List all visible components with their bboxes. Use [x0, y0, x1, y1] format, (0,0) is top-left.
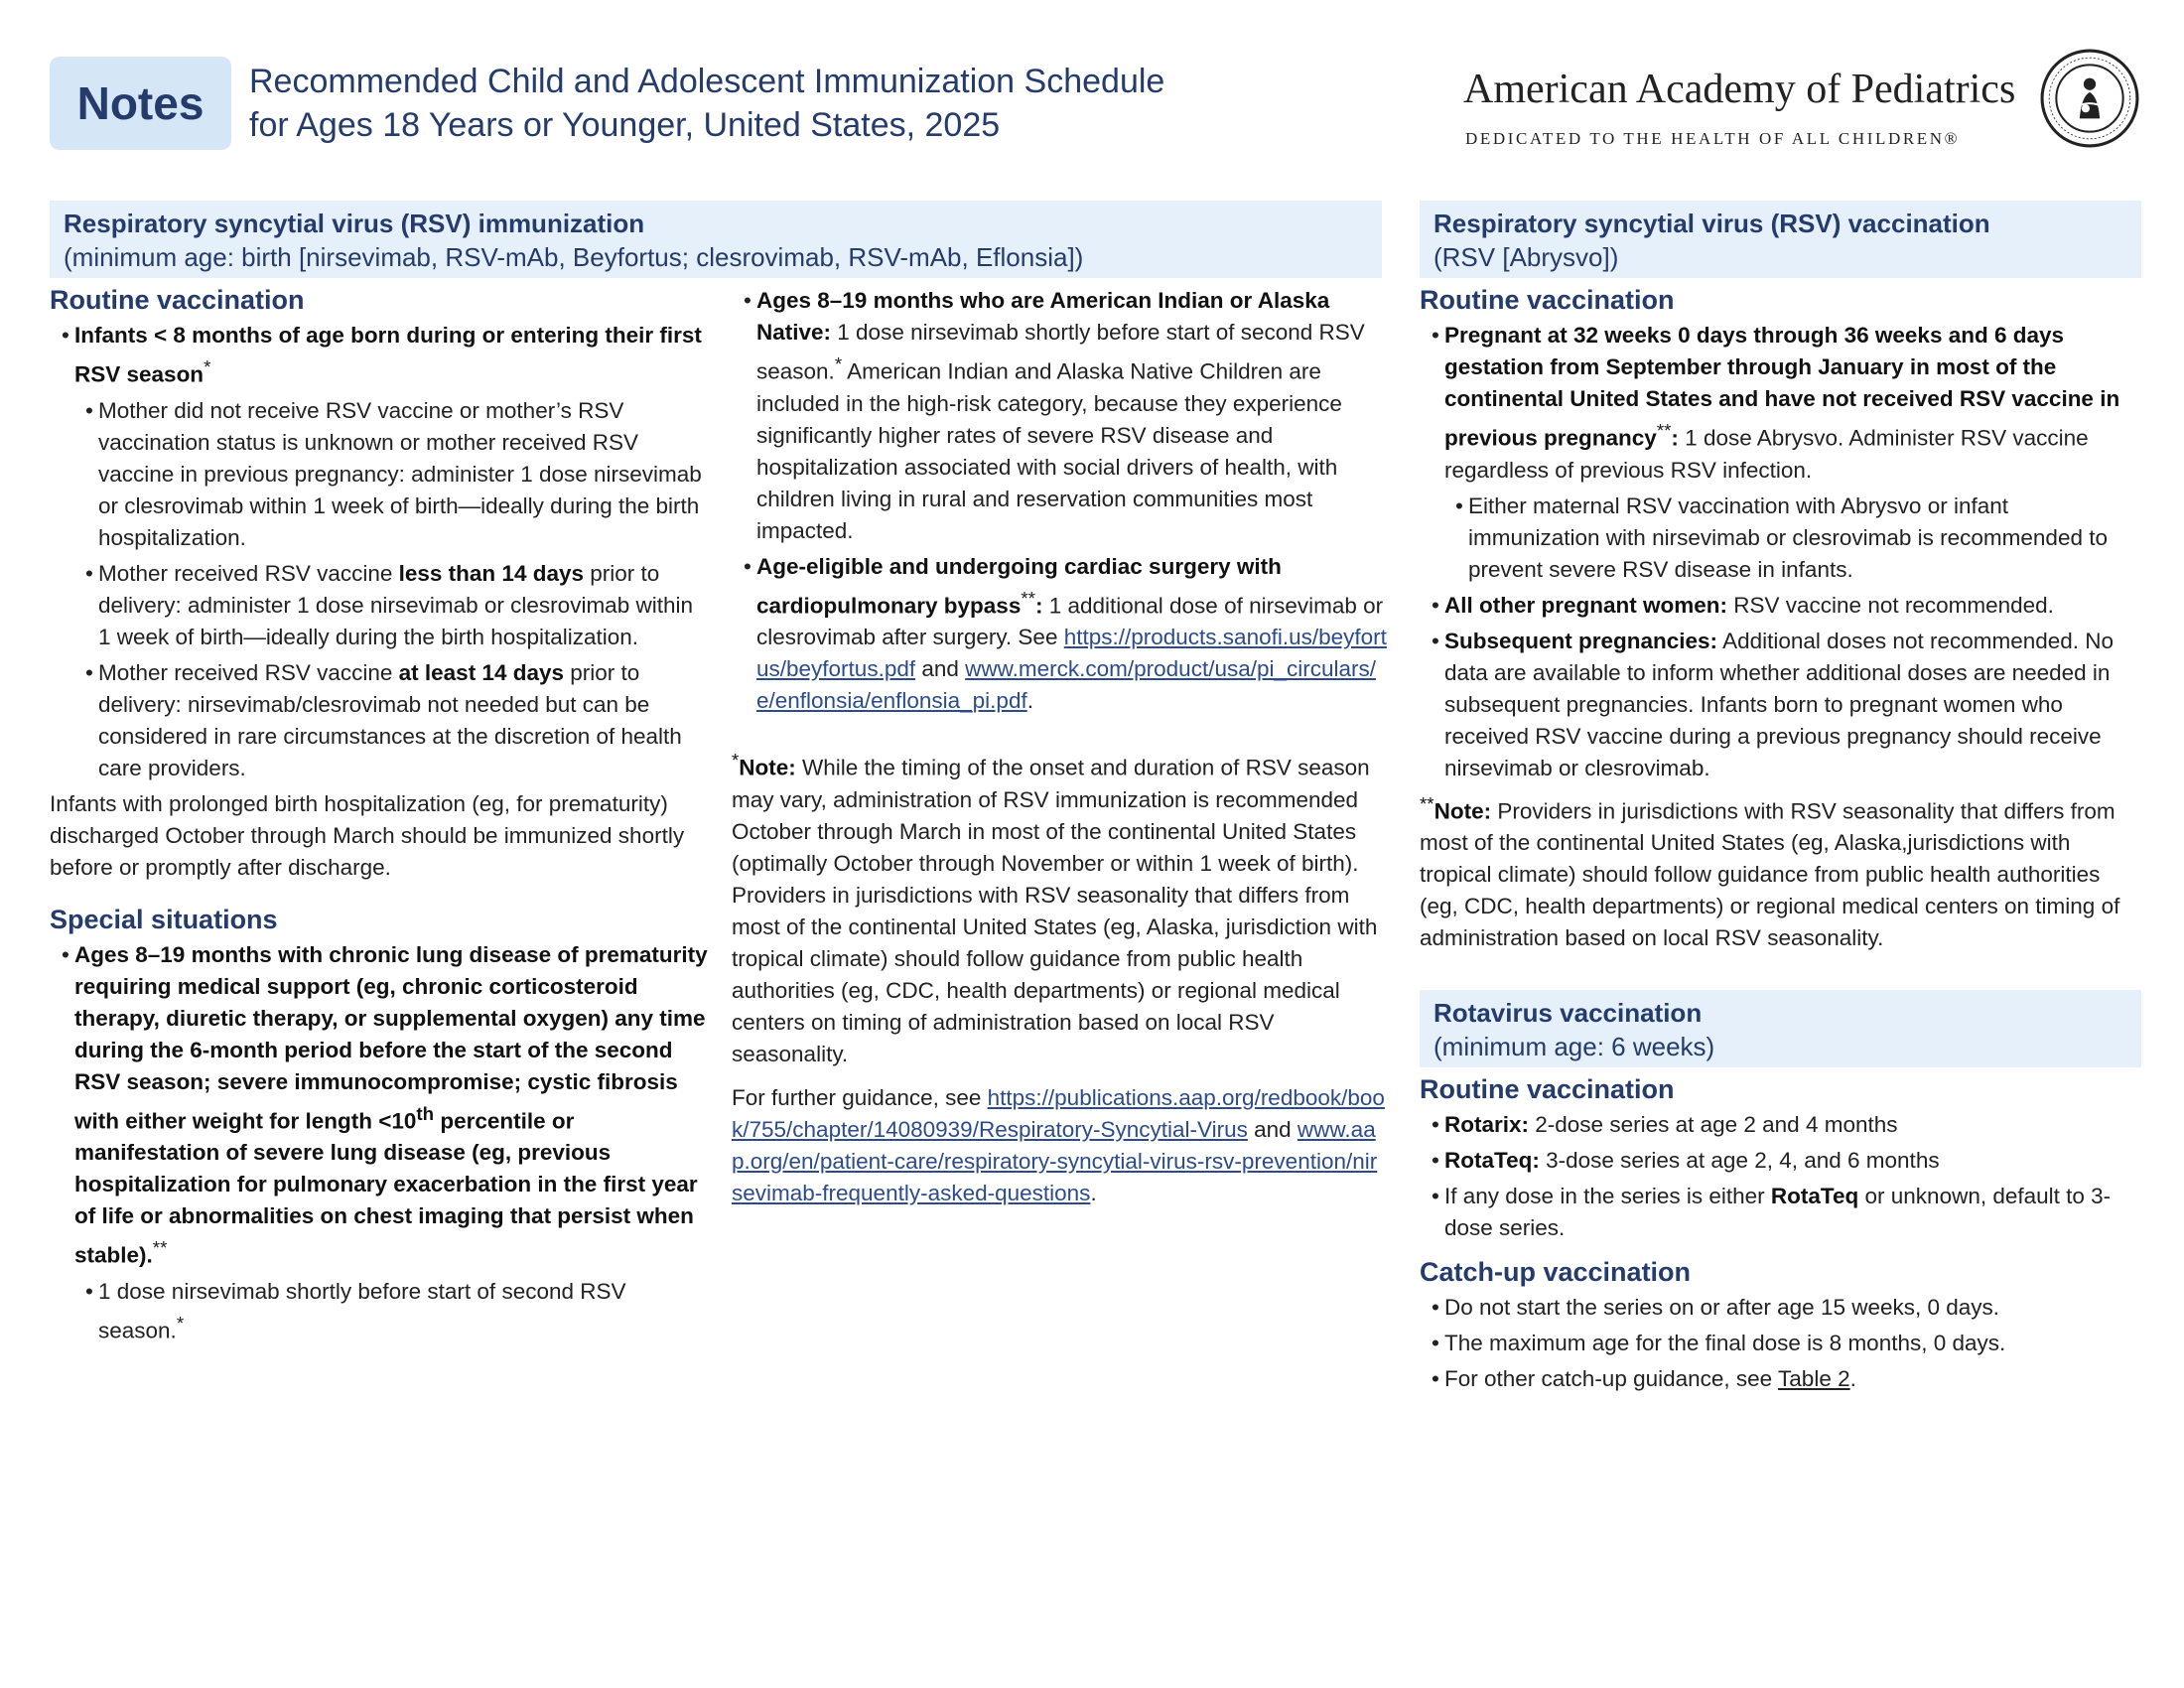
- bold-text: Infants < 8 months of age born during or entering their first RSV season: [74, 323, 702, 387]
- rsv-vaccination-header: [1420, 201, 2141, 278]
- org-name: American Academy of Pediatrics: [1463, 67, 2016, 112]
- footnote-mark: **: [152, 1237, 168, 1258]
- section-subtitle: (minimum age: 6 weeks): [1433, 1032, 1715, 1061]
- list-item: [50, 320, 710, 391]
- redbook-link[interactable]: https://publications.aap.org/redbook/book/755/chapter/14080939/Respiratory-Syncytial-Virus: [732, 1084, 1385, 1142]
- bold-text: All other pregnant women:: [1444, 592, 1728, 618]
- list-item: [50, 558, 710, 653]
- item-text: 3-dose series at age 2, 4, and 6 months: [1539, 1148, 1940, 1173]
- item-text: prior to delivery: administer 1 dose nirsevimab or clesrovimab within 1 week of birth—ideally during the birth hospitalization.: [98, 560, 693, 649]
- rotavirus-header: [1420, 990, 2141, 1067]
- item-text: RSV vaccine not recommended.: [1727, 592, 2054, 618]
- item-text: 1 dose Abrysvo. Administer RSV vaccine regardless of previous RSV infection.: [1444, 425, 2089, 483]
- special-situations-heading: Special situations: [50, 904, 278, 934]
- item-text: .: [1849, 1366, 1856, 1391]
- list-item: [1420, 320, 2141, 487]
- list-item: [1420, 1328, 2141, 1359]
- bold-text: less than 14 days: [398, 560, 584, 586]
- item-text: Mother received RSV vaccine: [98, 560, 399, 586]
- further-guidance: [732, 1082, 1387, 1209]
- bold-text: RotaTeq:: [1444, 1148, 1540, 1173]
- item-text: 1 dose nirsevimab shortly before start of second RSV season.: [756, 320, 1365, 384]
- footnote-mark: *: [834, 353, 843, 374]
- item-text: 1 dose nirsevimab shortly before start of second RSV season.: [98, 1278, 626, 1342]
- list-item: [1420, 626, 2141, 784]
- list-item: [1420, 1145, 2141, 1177]
- list-item: [50, 395, 710, 554]
- right-column: [1420, 201, 2141, 1399]
- bold-text: RotaTeq: [1770, 1184, 1859, 1208]
- note-text: While the timing of the onset and duration of RSV season may vary, administration of RSV immunization is recommended October through March in most of the continental United States (optimally October through November or within 1 week of birth). Providers in jurisdictions with RSV seasonality that differs from most of the continental United States (eg, Alaska, jurisdiction with tropical climate) should follow guidance from public health authorities (eg, CDC, health departments) or regional medical centers on timing of administration based on local RSV seasonality.: [732, 755, 1378, 1066]
- list-item: [50, 657, 710, 784]
- list-item: [1420, 1181, 2141, 1244]
- list-item: [50, 939, 710, 1272]
- table-2-link[interactable]: Table 2: [1778, 1366, 1850, 1391]
- list-item: [1420, 1292, 2141, 1324]
- section-title: Rotavirus vaccination: [1433, 998, 1703, 1028]
- footnote-mark: **: [1021, 587, 1035, 609]
- bold-text: :: [1671, 425, 1679, 451]
- item-text: Mother did not receive RSV vaccine or mother’s RSV vaccination status is unknown or mother received RSV vaccine in previous pregnancy: administer 1 dose nirsevimab or clesrovimab within 1 week of birth—ideally during the birth hospitalization.: [98, 397, 702, 550]
- list-item: [1420, 1363, 2141, 1395]
- item-text: Do not start the series on or after age 15 weeks, 0 days.: [1444, 1295, 2000, 1320]
- note-label: Note:: [1433, 798, 1492, 823]
- item-text: and: [915, 656, 966, 681]
- list-item: [732, 551, 1387, 718]
- item-text: For other catch-up guidance, see: [1444, 1366, 1779, 1391]
- list-item: [50, 1276, 710, 1347]
- bold-text: Age-eligible and undergoing cardiac surgery with cardiopulmonary bypass: [756, 553, 1282, 618]
- list-item: [1420, 590, 2141, 622]
- rsv-immunization-header: [50, 201, 1382, 278]
- title-line-2: for Ages 18 Years or Younger, United States, 2025: [249, 106, 1001, 144]
- routine-vaccination-heading: Routine vaccination: [50, 285, 305, 315]
- section-title: Respiratory syncytial virus (RSV) vaccination: [1433, 209, 1990, 238]
- org-tagline: DEDICATED TO THE HEALTH OF ALL CHILDREN®: [1465, 129, 1961, 148]
- list-item: [1420, 491, 2141, 586]
- list-item: [1420, 1109, 2141, 1141]
- footnote-mark: *: [204, 356, 211, 377]
- item-text: Additional doses not recommended. No data are available to inform whether additional doses are needed in subsequent pregnancies. Infants born to pregnant women who received RSV vaccine during a previous pregnancy should receive nirsevimab or clesrovimab.: [1444, 628, 2115, 780]
- item-text: prior to delivery: nirsevimab/clesrovimab not needed but can be considered in rare circumstances at the discretion of health care providers.: [98, 659, 682, 780]
- item-text: For further guidance, see: [732, 1084, 988, 1110]
- bold-text: Rotarix:: [1444, 1112, 1530, 1137]
- rsv-immunization-left-column: [50, 282, 710, 1346]
- bold-text: percentile or manifestation of severe lung disease (eg, previous hospitalization for pulmonary exacerbation in the first year of life or abnormalities on chest imaging that persist when stable).: [74, 1108, 698, 1268]
- title-line-1: Recommended Child and Adolescent Immunization Schedule: [249, 63, 1165, 100]
- aap-faq-link[interactable]: www.aap.org/en/patient-care/respiratory-syncytial-virus-rsv-prevention/nirsevimab-frequently-asked-questions: [732, 1116, 1378, 1205]
- item-text: or unknown, default to 3-dose series.: [1444, 1184, 2112, 1240]
- merck-link[interactable]: www.merck.com/product/usa/pi_circulars/e/enflonsia/enflonsia_pi.pdf: [756, 656, 1377, 713]
- item-text: Mother received RSV vaccine: [98, 659, 399, 685]
- footnote-mark: **: [1420, 792, 1434, 814]
- routine-vaccination-heading: Routine vaccination: [1420, 285, 1675, 315]
- section-title: Respiratory syncytial virus (RSV) immunization: [64, 209, 645, 238]
- bold-text: Ages 8–19 months who are American Indian or Alaska Native:: [756, 288, 1330, 345]
- note-label: Note:: [739, 755, 796, 780]
- section-subtitle: (RSV [Abrysvo]): [1433, 242, 1619, 272]
- item-text: Either maternal RSV vaccination with Abrysvo or infant immunization with nirsevimab or clesrovimab is recommended to prevent severe RSV disease in infants.: [1468, 492, 2108, 582]
- item-text: The maximum age for the final dose is 8 months, 0 days.: [1444, 1331, 2006, 1355]
- rsv-vaccination-note: [1420, 788, 2141, 955]
- bold-text: Subsequent pregnancies:: [1444, 628, 1718, 653]
- footnote-mark: *: [176, 1312, 185, 1334]
- section-subtitle: (minimum age: birth [nirsevimab, RSV-mAb, Beyfortus; clesrovimab, RSV-mAb, Eflonsia]): [64, 242, 1084, 272]
- item-text: .: [1026, 688, 1033, 713]
- sanofi-link[interactable]: https://products.sanofi.us/beyfortus/beyfortus.pdf: [756, 625, 1387, 681]
- item-text: .: [1090, 1180, 1097, 1205]
- bold-text: Pregnant at 32 weeks 0 days through 36 weeks and 6 days gestation from September through January in most of the continental United States and have not received RSV vaccine in previous pregnancy: [1444, 323, 2120, 451]
- item-text: 1 additional dose of nirsevimab or clesrovimab after surgery. See: [756, 593, 1384, 649]
- routine-vaccination-heading: Routine vaccination: [1420, 1074, 1675, 1104]
- prolonged-hospitalization-text: Infants with prolonged birth hospitalization (eg, for prematurity) discharged October through March should be immunized shortly before or promptly after discharge.: [50, 790, 685, 880]
- footnote-mark: *: [732, 750, 740, 771]
- footnote-mark: **: [1656, 420, 1672, 441]
- item-text: American Indian and Alaska Native Children are included in the high-risk category, because they experience significantly higher rates of severe RSV disease and hospitalization associated with social drivers of health, with children living in rural and reservation communities most impacted.: [756, 358, 1342, 543]
- rsv-note: [732, 745, 1387, 1070]
- item-text: and: [1247, 1116, 1297, 1142]
- rsv-immunization-continued: [732, 285, 1387, 1209]
- note-text: Providers in jurisdictions with RSV seasonality that differs from most of the continental United States (eg, Alaska,jurisdictions with tropical climate) should follow guidance from public health authorities (eg, CDC, health departments) or regional medical centers on timing of administration based on local RSV seasonality.: [1420, 798, 2120, 950]
- list-item: [732, 285, 1387, 547]
- page-title: [249, 60, 1164, 147]
- item-text: 2-dose series at age 2 and 4 months: [1529, 1112, 1898, 1137]
- notes-badge: Notes: [50, 57, 231, 150]
- bold-text: Ages 8–19 months with chronic lung disease of prematurity requiring medical support (eg, chronic corticosteroid therapy, diuretic therapy, or supplemental oxygen) any time during the 6-month period before the start of the second RSV season; severe immunocompromise; cystic fibrosis with either weight for length <10: [74, 941, 708, 1133]
- bold-text: at least 14 days: [398, 659, 564, 685]
- catch-up-vaccination-heading: Catch-up vaccination: [1420, 1257, 1692, 1287]
- item-text: If any dose in the series is either: [1444, 1184, 1771, 1208]
- aap-seal-icon: [2039, 48, 2140, 149]
- bold-text: :: [1034, 593, 1043, 618]
- superscript: th: [416, 1102, 435, 1124]
